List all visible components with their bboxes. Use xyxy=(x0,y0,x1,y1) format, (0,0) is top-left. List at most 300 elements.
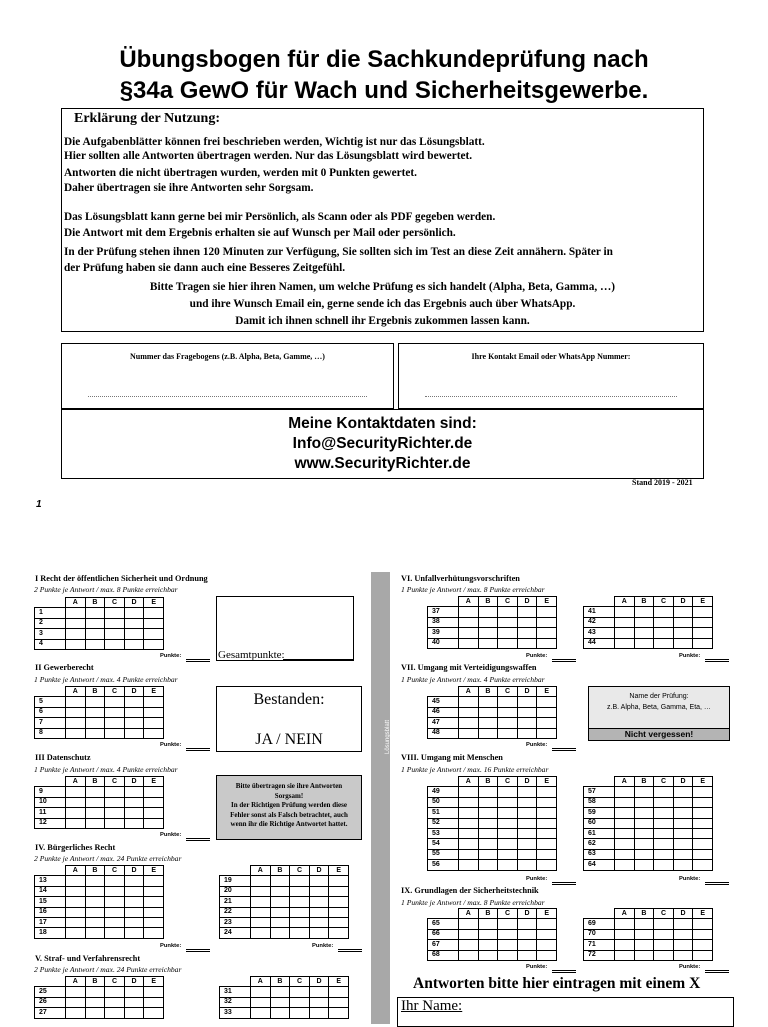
answer-cell[interactable] xyxy=(290,886,310,896)
points-field[interactable] xyxy=(526,876,547,882)
answer-cell[interactable] xyxy=(105,907,125,917)
answer-cell[interactable] xyxy=(270,886,290,896)
answer-cell[interactable] xyxy=(498,808,518,818)
answer-cell[interactable] xyxy=(459,950,479,960)
answer-cell[interactable] xyxy=(693,808,713,818)
answer-cell[interactable] xyxy=(537,828,557,838)
answer-cell[interactable] xyxy=(673,828,693,838)
answer-cell[interactable] xyxy=(693,797,713,807)
answer-cell[interactable] xyxy=(615,828,635,838)
answer-cell[interactable] xyxy=(537,607,557,617)
answer-cell[interactable] xyxy=(517,919,537,929)
answer-cell[interactable] xyxy=(634,818,654,828)
answer-cell[interactable] xyxy=(693,940,713,950)
answer-cell[interactable] xyxy=(144,987,164,997)
answer-cell[interactable] xyxy=(615,839,635,849)
answer-cell[interactable] xyxy=(654,929,674,939)
answer-cell[interactable] xyxy=(105,629,125,639)
answer-cell[interactable] xyxy=(498,707,518,717)
answer-cell[interactable] xyxy=(66,697,86,707)
answer-cell[interactable] xyxy=(66,1008,86,1018)
answer-cell[interactable] xyxy=(329,928,349,938)
answer-cell[interactable] xyxy=(66,897,86,907)
answer-cell[interactable] xyxy=(270,1008,290,1018)
answer-cell[interactable] xyxy=(517,940,537,950)
answer-cell[interactable] xyxy=(537,860,557,870)
answer-cell[interactable] xyxy=(478,950,498,960)
answer-cell[interactable] xyxy=(634,797,654,807)
answer-cell[interactable] xyxy=(478,607,498,617)
answer-cell[interactable] xyxy=(517,808,537,818)
answer-cell[interactable] xyxy=(498,950,518,960)
answer-cell[interactable] xyxy=(537,950,557,960)
answer-cell[interactable] xyxy=(144,618,164,628)
answer-cell[interactable] xyxy=(517,707,537,717)
answer-cell[interactable] xyxy=(673,607,693,617)
answer-cell[interactable] xyxy=(615,797,635,807)
answer-cell[interactable] xyxy=(290,907,310,917)
answer-cell[interactable] xyxy=(537,638,557,648)
answer-cell[interactable] xyxy=(537,787,557,797)
answer-cell[interactable] xyxy=(309,886,329,896)
answer-cell[interactable] xyxy=(290,917,310,927)
answer-cell[interactable] xyxy=(459,728,479,738)
answer-cell[interactable] xyxy=(654,839,674,849)
answer-cell[interactable] xyxy=(66,728,86,738)
answer-cell[interactable] xyxy=(634,940,654,950)
answer-cell[interactable] xyxy=(329,997,349,1007)
answer-cell[interactable] xyxy=(634,860,654,870)
answer-cell[interactable] xyxy=(85,917,105,927)
answer-cell[interactable] xyxy=(693,929,713,939)
answer-cell[interactable] xyxy=(615,860,635,870)
answer-cell[interactable] xyxy=(66,876,86,886)
answer-cell[interactable] xyxy=(634,808,654,818)
answer-cell[interactable] xyxy=(654,849,674,859)
answer-cell[interactable] xyxy=(654,628,674,638)
answer-cell[interactable] xyxy=(537,797,557,807)
answer-cell[interactable] xyxy=(693,849,713,859)
answer-cell[interactable] xyxy=(105,987,125,997)
answer-cell[interactable] xyxy=(66,629,86,639)
answer-cell[interactable] xyxy=(634,929,654,939)
answer-cell[interactable] xyxy=(290,997,310,1007)
answer-cell[interactable] xyxy=(329,917,349,927)
answer-cell[interactable] xyxy=(654,808,674,818)
answer-cell[interactable] xyxy=(66,818,86,828)
answer-cell[interactable] xyxy=(634,638,654,648)
answer-cell[interactable] xyxy=(537,940,557,950)
answer-cell[interactable] xyxy=(615,950,635,960)
answer-cell[interactable] xyxy=(537,707,557,717)
answer-cell[interactable] xyxy=(537,628,557,638)
answer-cell[interactable] xyxy=(124,728,144,738)
answer-cell[interactable] xyxy=(459,808,479,818)
exam-name-box[interactable] xyxy=(588,686,730,741)
answer-cell[interactable] xyxy=(537,697,557,707)
answer-cell[interactable] xyxy=(693,818,713,828)
answer-cell[interactable] xyxy=(615,607,635,617)
answer-cell[interactable] xyxy=(309,876,329,886)
answer-cell[interactable] xyxy=(270,987,290,997)
answer-cell[interactable] xyxy=(693,617,713,627)
answer-cell[interactable] xyxy=(654,617,674,627)
answer-cell[interactable] xyxy=(309,917,329,927)
answer-cell[interactable] xyxy=(478,919,498,929)
answer-cell[interactable] xyxy=(290,897,310,907)
answer-cell[interactable] xyxy=(615,787,635,797)
answer-cell[interactable] xyxy=(634,950,654,960)
answer-cell[interactable] xyxy=(105,697,125,707)
answer-cell[interactable] xyxy=(144,608,164,618)
answer-cell[interactable] xyxy=(693,607,713,617)
answer-cell[interactable] xyxy=(144,707,164,717)
answer-cell[interactable] xyxy=(654,818,674,828)
answer-cell[interactable] xyxy=(693,828,713,838)
answer-cell[interactable] xyxy=(615,628,635,638)
answer-cell[interactable] xyxy=(309,987,329,997)
answer-cell[interactable] xyxy=(537,849,557,859)
answer-cell[interactable] xyxy=(124,886,144,896)
points-field[interactable] xyxy=(160,742,181,748)
answer-cell[interactable] xyxy=(105,997,125,1007)
answer-cell[interactable] xyxy=(478,718,498,728)
answer-cell[interactable] xyxy=(634,849,654,859)
answer-cell[interactable] xyxy=(634,617,654,627)
answer-cell[interactable] xyxy=(498,839,518,849)
total-points-box[interactable] xyxy=(216,596,354,661)
answer-cell[interactable] xyxy=(144,629,164,639)
answer-cell[interactable] xyxy=(517,718,537,728)
answer-cell[interactable] xyxy=(290,1008,310,1018)
answer-cell[interactable] xyxy=(537,818,557,828)
answer-cell[interactable] xyxy=(478,728,498,738)
answer-cell[interactable] xyxy=(85,987,105,997)
answer-cell[interactable] xyxy=(459,818,479,828)
answer-cell[interactable] xyxy=(498,860,518,870)
answer-cell[interactable] xyxy=(693,839,713,849)
answer-cell[interactable] xyxy=(517,697,537,707)
answer-cell[interactable] xyxy=(517,638,537,648)
answer-cell[interactable] xyxy=(329,886,349,896)
answer-cell[interactable] xyxy=(634,828,654,838)
answer-cell[interactable] xyxy=(124,697,144,707)
answer-cell[interactable] xyxy=(459,707,479,717)
answer-cell[interactable] xyxy=(251,1008,271,1018)
questionnaire-number-input-line[interactable] xyxy=(88,396,367,397)
answer-cell[interactable] xyxy=(144,728,164,738)
answer-cell[interactable] xyxy=(478,797,498,807)
answer-cell[interactable] xyxy=(498,617,518,627)
answer-cell[interactable] xyxy=(459,718,479,728)
answer-cell[interactable] xyxy=(693,638,713,648)
answer-cell[interactable] xyxy=(66,797,86,807)
answer-cell[interactable] xyxy=(517,950,537,960)
answer-cell[interactable] xyxy=(124,707,144,717)
answer-cell[interactable] xyxy=(478,818,498,828)
answer-cell[interactable] xyxy=(124,639,144,649)
answer-cell[interactable] xyxy=(124,876,144,886)
answer-cell[interactable] xyxy=(309,907,329,917)
answer-cell[interactable] xyxy=(85,707,105,717)
answer-cell[interactable] xyxy=(517,929,537,939)
answer-cell[interactable] xyxy=(673,638,693,648)
answer-cell[interactable] xyxy=(459,787,479,797)
answer-cell[interactable] xyxy=(634,628,654,638)
answer-cell[interactable] xyxy=(654,607,674,617)
answer-cell[interactable] xyxy=(537,728,557,738)
answer-cell[interactable] xyxy=(634,839,654,849)
answer-cell[interactable] xyxy=(459,919,479,929)
answer-cell[interactable] xyxy=(673,787,693,797)
answer-cell[interactable] xyxy=(459,697,479,707)
answer-cell[interactable] xyxy=(85,897,105,907)
points-field[interactable] xyxy=(679,653,700,659)
answer-cell[interactable] xyxy=(498,607,518,617)
contact-email-input-line[interactable] xyxy=(425,396,677,397)
answer-cell[interactable] xyxy=(498,828,518,838)
answer-cell[interactable] xyxy=(85,907,105,917)
answer-cell[interactable] xyxy=(124,987,144,997)
answer-cell[interactable] xyxy=(66,718,86,728)
answer-cell[interactable] xyxy=(615,638,635,648)
points-field[interactable] xyxy=(160,653,181,659)
answer-cell[interactable] xyxy=(85,876,105,886)
answer-cell[interactable] xyxy=(478,849,498,859)
answer-cell[interactable] xyxy=(615,849,635,859)
answer-cell[interactable] xyxy=(673,617,693,627)
answer-cell[interactable] xyxy=(459,860,479,870)
answer-cell[interactable] xyxy=(654,787,674,797)
answer-cell[interactable] xyxy=(66,928,86,938)
answer-cell[interactable] xyxy=(85,787,105,797)
answer-cell[interactable] xyxy=(66,808,86,818)
answer-cell[interactable] xyxy=(498,787,518,797)
answer-cell[interactable] xyxy=(144,787,164,797)
answer-cell[interactable] xyxy=(124,897,144,907)
answer-cell[interactable] xyxy=(251,907,271,917)
passed-box[interactable] xyxy=(216,686,362,752)
answer-cell[interactable] xyxy=(517,839,537,849)
answer-cell[interactable] xyxy=(144,697,164,707)
answer-cell[interactable] xyxy=(85,629,105,639)
answer-cell[interactable] xyxy=(498,797,518,807)
answer-cell[interactable] xyxy=(124,808,144,818)
answer-cell[interactable] xyxy=(144,818,164,828)
answer-cell[interactable] xyxy=(85,997,105,1007)
answer-cell[interactable] xyxy=(498,929,518,939)
answer-cell[interactable] xyxy=(270,928,290,938)
answer-cell[interactable] xyxy=(105,876,125,886)
answer-cell[interactable] xyxy=(498,818,518,828)
answer-cell[interactable] xyxy=(654,860,674,870)
answer-cell[interactable] xyxy=(693,950,713,960)
answer-cell[interactable] xyxy=(66,707,86,717)
answer-cell[interactable] xyxy=(537,929,557,939)
answer-cell[interactable] xyxy=(144,886,164,896)
answer-cell[interactable] xyxy=(144,797,164,807)
answer-cell[interactable] xyxy=(498,718,518,728)
answer-cell[interactable] xyxy=(251,886,271,896)
answer-cell[interactable] xyxy=(459,929,479,939)
answer-cell[interactable] xyxy=(329,987,349,997)
answer-cell[interactable] xyxy=(124,718,144,728)
answer-cell[interactable] xyxy=(144,876,164,886)
answer-cell[interactable] xyxy=(478,617,498,627)
answer-cell[interactable] xyxy=(459,940,479,950)
answer-cell[interactable] xyxy=(85,797,105,807)
answer-cell[interactable] xyxy=(478,628,498,638)
answer-cell[interactable] xyxy=(309,928,329,938)
answer-cell[interactable] xyxy=(673,628,693,638)
answer-cell[interactable] xyxy=(144,907,164,917)
answer-cell[interactable] xyxy=(85,808,105,818)
answer-cell[interactable] xyxy=(498,940,518,950)
answer-cell[interactable] xyxy=(459,849,479,859)
answer-cell[interactable] xyxy=(654,950,674,960)
answer-cell[interactable] xyxy=(105,808,125,818)
answer-cell[interactable] xyxy=(144,997,164,1007)
answer-cell[interactable] xyxy=(124,818,144,828)
answer-cell[interactable] xyxy=(251,987,271,997)
answer-cell[interactable] xyxy=(615,617,635,627)
answer-cell[interactable] xyxy=(329,897,349,907)
answer-cell[interactable] xyxy=(66,639,86,649)
answer-cell[interactable] xyxy=(478,940,498,950)
answer-cell[interactable] xyxy=(673,919,693,929)
answer-cell[interactable] xyxy=(124,997,144,1007)
answer-cell[interactable] xyxy=(537,839,557,849)
answer-cell[interactable] xyxy=(478,787,498,797)
answer-cell[interactable] xyxy=(634,787,654,797)
answer-cell[interactable] xyxy=(615,919,635,929)
answer-cell[interactable] xyxy=(517,628,537,638)
answer-cell[interactable] xyxy=(124,618,144,628)
answer-cell[interactable] xyxy=(498,728,518,738)
answer-cell[interactable] xyxy=(459,839,479,849)
answer-cell[interactable] xyxy=(517,617,537,627)
answer-cell[interactable] xyxy=(517,849,537,859)
answer-cell[interactable] xyxy=(85,618,105,628)
answer-cell[interactable] xyxy=(478,839,498,849)
answer-cell[interactable] xyxy=(673,940,693,950)
answer-cell[interactable] xyxy=(517,818,537,828)
answer-cell[interactable] xyxy=(517,728,537,738)
answer-cell[interactable] xyxy=(105,718,125,728)
points-field[interactable] xyxy=(160,943,181,949)
answer-cell[interactable] xyxy=(498,628,518,638)
answer-cell[interactable] xyxy=(615,929,635,939)
answer-cell[interactable] xyxy=(654,638,674,648)
answer-cell[interactable] xyxy=(85,928,105,938)
answer-cell[interactable] xyxy=(498,919,518,929)
answer-cell[interactable] xyxy=(329,907,349,917)
answer-cell[interactable] xyxy=(124,1008,144,1018)
answer-cell[interactable] xyxy=(654,940,674,950)
answer-cell[interactable] xyxy=(459,628,479,638)
answer-cell[interactable] xyxy=(693,628,713,638)
answer-cell[interactable] xyxy=(517,860,537,870)
answer-cell[interactable] xyxy=(693,860,713,870)
answer-cell[interactable] xyxy=(478,808,498,818)
answer-cell[interactable] xyxy=(459,617,479,627)
answer-cell[interactable] xyxy=(105,886,125,896)
points-field[interactable] xyxy=(526,742,547,748)
answer-cell[interactable] xyxy=(498,849,518,859)
answer-cell[interactable] xyxy=(105,728,125,738)
answer-cell[interactable] xyxy=(329,876,349,886)
answer-cell[interactable] xyxy=(66,886,86,896)
answer-cell[interactable] xyxy=(270,876,290,886)
your-name-field[interactable] xyxy=(397,997,734,1027)
answer-cell[interactable] xyxy=(66,618,86,628)
answer-cell[interactable] xyxy=(251,897,271,907)
answer-cell[interactable] xyxy=(459,638,479,648)
questionnaire-number-field[interactable] xyxy=(61,343,394,409)
answer-cell[interactable] xyxy=(498,697,518,707)
answer-cell[interactable] xyxy=(478,697,498,707)
answer-cell[interactable] xyxy=(615,808,635,818)
points-field[interactable] xyxy=(679,876,700,882)
answer-cell[interactable] xyxy=(654,919,674,929)
answer-cell[interactable] xyxy=(144,718,164,728)
answer-cell[interactable] xyxy=(673,849,693,859)
answer-cell[interactable] xyxy=(66,997,86,1007)
answer-cell[interactable] xyxy=(105,618,125,628)
answer-cell[interactable] xyxy=(615,818,635,828)
answer-cell[interactable] xyxy=(290,987,310,997)
answer-cell[interactable] xyxy=(309,997,329,1007)
answer-cell[interactable] xyxy=(654,828,674,838)
points-field[interactable] xyxy=(679,964,700,970)
answer-cell[interactable] xyxy=(105,707,125,717)
answer-cell[interactable] xyxy=(85,1008,105,1018)
points-field[interactable] xyxy=(526,653,547,659)
answer-cell[interactable] xyxy=(537,808,557,818)
answer-cell[interactable] xyxy=(66,917,86,927)
answer-cell[interactable] xyxy=(85,639,105,649)
contact-email-field[interactable] xyxy=(398,343,704,409)
points-field[interactable] xyxy=(160,832,181,838)
answer-cell[interactable] xyxy=(478,860,498,870)
answer-cell[interactable] xyxy=(478,828,498,838)
answer-cell[interactable] xyxy=(290,876,310,886)
answer-cell[interactable] xyxy=(693,919,713,929)
answer-cell[interactable] xyxy=(66,787,86,797)
answer-cell[interactable] xyxy=(459,828,479,838)
answer-cell[interactable] xyxy=(105,897,125,907)
answer-cell[interactable] xyxy=(85,728,105,738)
answer-cell[interactable] xyxy=(144,639,164,649)
answer-cell[interactable] xyxy=(673,797,693,807)
answer-cell[interactable] xyxy=(634,607,654,617)
answer-cell[interactable] xyxy=(517,607,537,617)
answer-cell[interactable] xyxy=(693,787,713,797)
answer-cell[interactable] xyxy=(124,928,144,938)
answer-cell[interactable] xyxy=(124,917,144,927)
answer-cell[interactable] xyxy=(478,638,498,648)
answer-cell[interactable] xyxy=(85,697,105,707)
answer-cell[interactable] xyxy=(105,639,125,649)
answer-cell[interactable] xyxy=(251,997,271,1007)
answer-cell[interactable] xyxy=(537,718,557,728)
answer-cell[interactable] xyxy=(251,876,271,886)
answer-cell[interactable] xyxy=(85,608,105,618)
answer-cell[interactable] xyxy=(124,629,144,639)
answer-cell[interactable] xyxy=(66,987,86,997)
answer-cell[interactable] xyxy=(144,808,164,818)
answer-cell[interactable] xyxy=(478,929,498,939)
